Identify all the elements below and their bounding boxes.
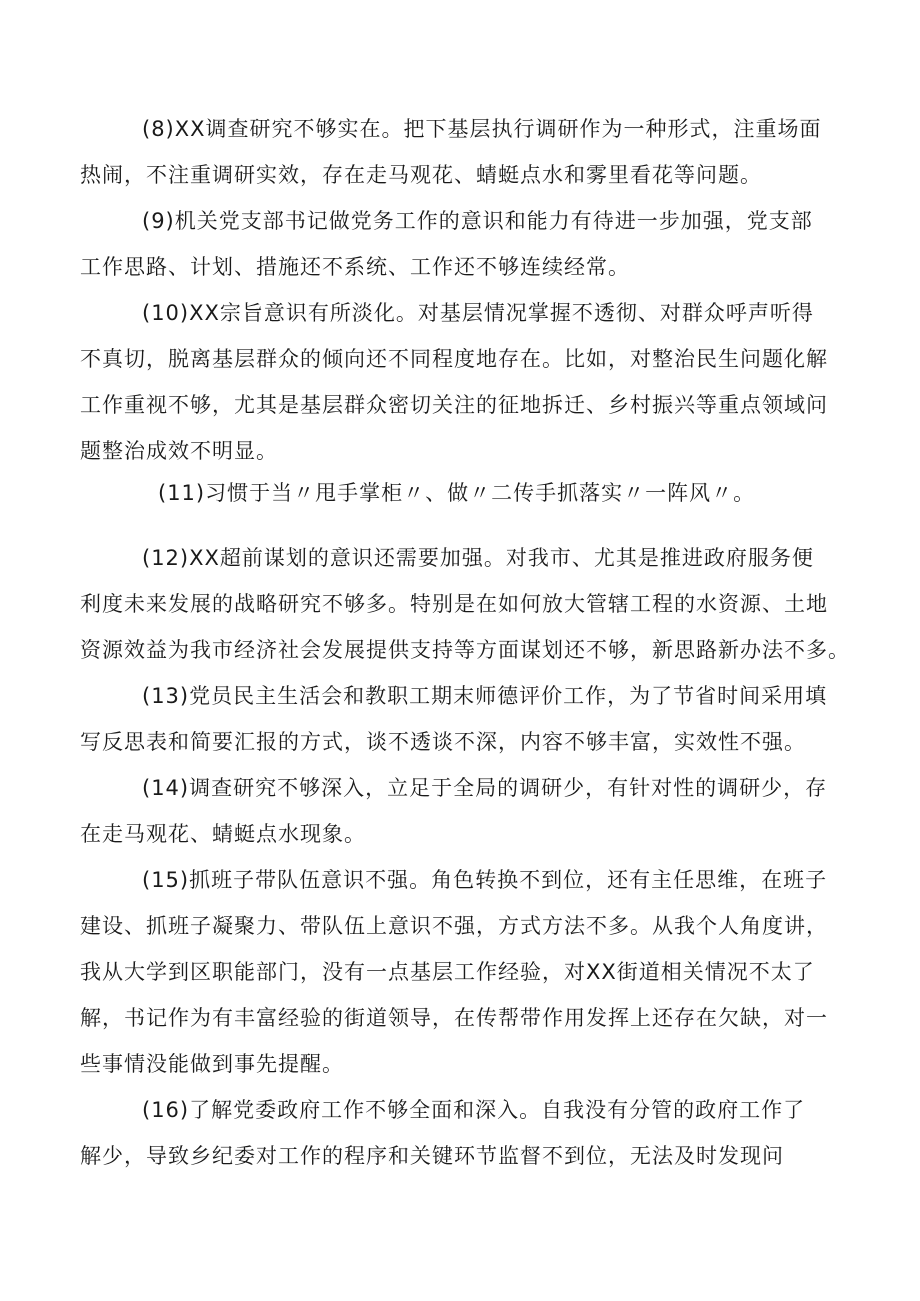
text-line: (15)抓班子带队伍意识不强。角色转换不到位，还有主任思维，在班子 (142, 868, 828, 892)
text-line: 热闹，不注重调研实效，存在走马观花、蜻蜓点水和雾里看花等问题。 (80, 163, 762, 187)
text-line: (10)XX宗旨意识有所淡化。对基层情况掌握不透彻、对群众呼声听得 (142, 301, 814, 325)
text-line: (14)调查研究不够深入，立足于全局的调研少，有针对性的调研少，存 (142, 776, 828, 800)
text-line: 解少，导致乡纪委对工作的程序和关键环节监督不到位，无法及时发现问 (80, 1144, 784, 1168)
text-line: (8)XX调查研究不够实在。把下基层执行调研作为一种形式，注重场面 (142, 117, 822, 141)
text-line: 工作思路、计划、措施还不系统、工作还不够连续经常。 (80, 255, 630, 279)
text-line: 利度未来发展的战略研究不够多。特别是在如何放大管辖工程的水资源、土地 (80, 592, 828, 616)
text-line: 工作重视不够，尤其是基层群众密切关注的征地拆迁、乡村振兴等重点领域问 (80, 393, 828, 417)
text-line: (13)党员民主生活会和教职工期末师德评价工作，为了节省时间采用填 (142, 684, 828, 708)
text-line: 些事情没能做到事先提醒。 (80, 1052, 344, 1076)
text-line: (12)XX超前谋划的意识还需要加强。对我市、尤其是推进政府服务便 (142, 546, 814, 570)
text-line: 我从大学到区职能部门，没有一点基层工作经验，对XX街道相关情况不太了 (80, 960, 815, 984)
text-line: 资源效益为我市经济社会发展提供支持等方面谋划还不够，新思路新办法不多。 (80, 638, 850, 662)
text-line: 在走马观花、蜻蜓点水现象。 (80, 822, 366, 846)
text-line: 题整治成效不明显。 (80, 439, 278, 463)
text-line: 写反思表和简要汇报的方式，谈不透谈不深，内容不够丰富，实效性不强。 (80, 730, 806, 754)
text-line: 不真切，脱离基层群众的倾向还不同程度地存在。比如，对整治民生问题化解 (80, 347, 828, 371)
text-line: 建设、抓班子凝聚力、带队伍上意识不强，方式方法不多。从我个人角度讲， (80, 914, 828, 938)
text-line: (9)机关党支部书记做党务工作的意识和能力有待进一步加强，党支部 (142, 209, 813, 233)
text-line: 解，书记作为有丰富经验的街道领导，在传帮带作用发挥上还存在欠缺，对一 (80, 1006, 828, 1030)
text-line: (16)了解党委政府工作不够全面和深入。自我没有分管的政府工作了 (142, 1098, 806, 1122)
text-line: (11)习惯于当〃甩手掌柜〃、做〃二传手抓落实〃一阵风〃。 (158, 481, 756, 505)
